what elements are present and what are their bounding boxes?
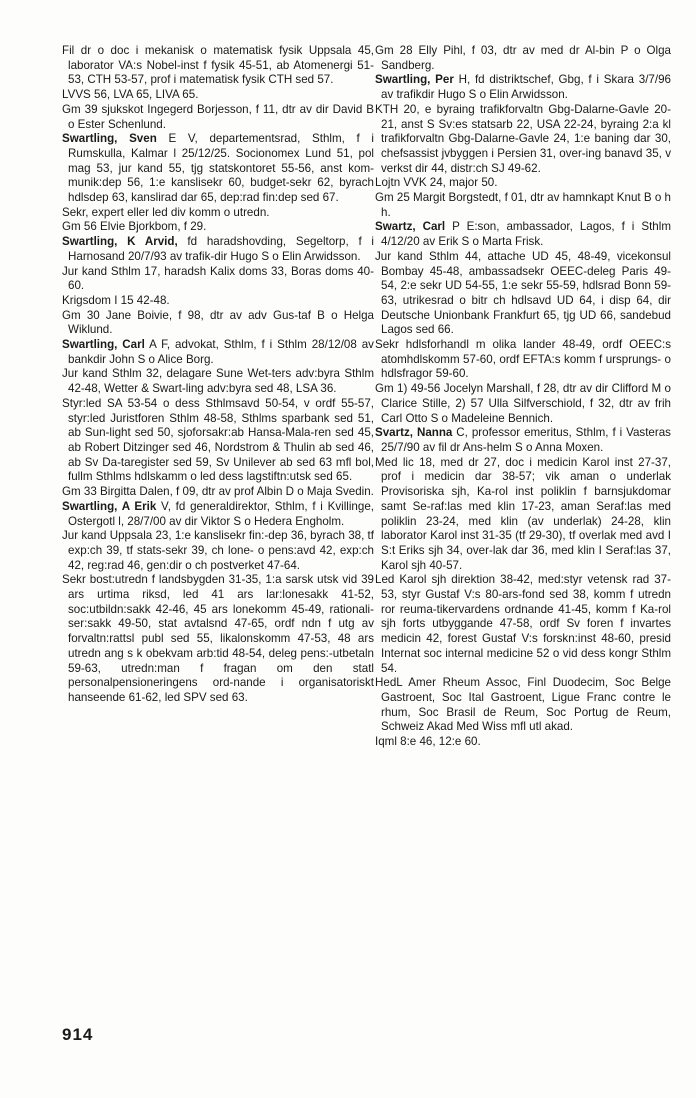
right-entry	[375, 103, 671, 177]
entry-text: Gm 30 Jane Boivie, f 98, dtr av adv Gus-taf B o Helga Wiklund.	[62, 308, 374, 337]
entry-text: Iqml 8:e 46, 12:e 60.	[375, 735, 481, 749]
entry-text: A F, advokat, Sthlm, f i Sthlm 28/12/08 av bankdir John S o Alice Borg.	[68, 338, 374, 366]
left-entry	[62, 309, 374, 338]
right-entry	[375, 338, 671, 382]
left-entry	[62, 397, 374, 485]
entry-text: Gm 33 Birgitta Dalen, f 09, dtr av prof Albin D o Maja Svedin.	[62, 485, 374, 499]
left-entry	[62, 500, 374, 529]
left-entry	[62, 88, 374, 103]
entry-text: C, professor emeritus, Sthlm, f i Vasteras 25/7/90 av fil dr Ans-helm S o Anna Moxen.	[381, 426, 671, 454]
right-entry	[375, 456, 671, 574]
left-column	[62, 44, 374, 706]
entry-text: Gm 39 sjukskot Ingegerd Borjesson, f 11, dtr av dir David B o Ester Schenlund.	[62, 102, 374, 131]
right-entry	[375, 426, 671, 455]
entry-text: Sekr bost:utredn f landsbygden 31-35, 1:a sarsk utsk vid 39 ars urtima riksd, led 41 ars lar:lonesakk 41-52, soc:utbildn:sakk 42-46, 45 ars lonekomm 45-49, rationali-ser:sakk 49-50, stat avtalsnd 47-65, ordf ndn f utg av forvaltn:rattsl publ sed 55, likalonskomm 47-53, 48 ars utredn ang s k obekvam arb:tid 48-54, deleg pens:-utbetaln 59-63, utredn:man f fragan om den statl personalpensioneringens ord-nande i organisatoriskt hanseende 61-62, led SPV sed 63.	[62, 573, 374, 704]
entry-text: Jur kand Sthlm 17, haradsh Kalix doms 33, Boras doms 40-60.	[62, 264, 374, 293]
entry-text: HedL Amer Rheum Assoc, Finl Duodecim, Soc Belge Gastroent, Soc Ital Gastroent, Ligue Franc contre le rhum, Soc Brasil de Reum, Soc Portug de Reum, Schweiz Akad Med Wiss mfl utl akad.	[375, 676, 671, 734]
entry-text: Lojtn VVK 24, major 50.	[375, 176, 498, 190]
entry-text: Fil dr o doc i mekanisk o matematisk fysik Uppsala 45, laborator VA:s Nobel-inst f fysik 45-51, ab Atomenergi 51-53, CTH 53-57, prof i matematisk fysik CTH sed 57.	[62, 44, 374, 87]
left-entry	[62, 294, 374, 309]
entry-text: Sekr, expert eller led div komm o utredn.	[62, 205, 270, 219]
right-entry	[375, 191, 671, 220]
right-entry	[375, 176, 671, 191]
left-entry	[62, 529, 374, 573]
left-entry	[62, 338, 374, 367]
entry-text: Krigsdom I 15 42-48.	[62, 293, 170, 307]
entry-text: Jur kand Sthlm 32, delagare Sune Wet-ters adv:byra Sthlm 42-48, Wetter & Swart-ling adv:byra sed 48, LSA 36.	[62, 367, 374, 396]
entry-text: KTH 20, e byraing trafikforvaltn Gbg-Dalarne-Gavle 20-21, anst S Sv:es statsarb 22, USA 22-24, byraing 2:a kl trafikforvaltn Gbg-Dalarne-Gavle 24, 1:e baning dar 30, chefsassist jvbyggen i Persien 31, over-ing banavd 35, v verkst dir 44, distr:ch SJ 49-62.	[375, 102, 671, 175]
left-entry	[62, 367, 374, 396]
entry-text: Gm 28 Elly Pihl, f 03, dtr av med dr Al-bin P o Olga Sandberg.	[375, 44, 671, 72]
entry-text: Gm 56 Elvie Bjorkbom, f 29.	[62, 220, 207, 234]
entry-name: Swartling, Carl	[62, 338, 145, 352]
left-entry	[62, 573, 374, 705]
entry-text: Styr:led SA 53-54 o dess Sthlmsavd 50-54, v ordf 55-57, styr:led Juristforen Sthlm 48-58, Sthlms sparbank sed 51, ab Sun-light sed 50, sjoforsakr:ab Hansa-Mala-ren sed 45, ab Robert Ditzinger sed 46, Nordstrom & Thulin ab sed 46, ab Sv Da-taregister sed 59, Sv Unilever ab sed 63 mfl bol, fullm Sthlms hdlskamm o led dess lagstiftn:utsk sed 65.	[62, 396, 374, 484]
entry-text: fd haradshovding, Segeltorp, f i Harnosand 20/7/93 av trafik-dir Hugo S o Elin Arwidsson.	[68, 235, 374, 263]
left-entry	[62, 485, 374, 500]
right-entry	[375, 573, 671, 676]
entry-text: P E:son, ambassador, Lagos, f i Sthlm 4/12/20 av Erik S o Marta Frisk.	[381, 220, 671, 249]
entry-name: Swartling, Per	[375, 73, 454, 87]
entry-name: Swartling, K Arvid,	[62, 235, 178, 249]
right-entry	[375, 250, 671, 338]
right-entry	[375, 220, 671, 249]
entry-name: Swartling, Sven	[62, 132, 157, 146]
page-number: 914	[62, 1025, 94, 1044]
right-entry	[375, 73, 671, 102]
entry-text: Gm 25 Margit Borgstedt, f 01, dtr av hamnkapt Knut B o h h.	[375, 191, 671, 219]
entry-text: V, fd generaldirektor, Sthlm, f i Kvillinge, Ostergotl l, 28/7/00 av dir Viktor S o Hedera Engholm.	[68, 499, 374, 528]
right-entry	[375, 735, 671, 750]
left-entry	[62, 206, 374, 221]
entry-text: Med lic 18, med dr 27, doc i medicin Karol inst 27-37, prof i medicin dar 38-57; vik aman o underlak Provisoriska sjh, Ka-rol inst poliklin f barnsjukdomar samt Se-raf:las med klin 17-23, aman Seraf:las med poliklin 23-24, med klin (av underlak) 24-28, klin laborator Karol inst 31-35 (tf 29-30), tf overlak med avd I S:t Eriks sjh 34, over-lak dar 36, med klin I Seraf:las 37, Karol sjh 40-57.	[375, 455, 671, 572]
left-entry	[62, 132, 374, 206]
right-entry	[375, 44, 671, 73]
entry-text: E V, departementsrad, Sthlm, f i Rumskulla, Kalmar l 25/12/25. Socionomex Lund 51, pol mag 53, jur kand 55, tjg statskontoret 55-56, anst kom-munik:dep 56, 1:e kanslisekr 60, budget-sekr 62, byrach hdlsdep 63, kanslirad dar 65, dep:rad fin:dep sed 67.	[68, 132, 374, 205]
entry-text: Jur kand Uppsala 23, 1:e kanslisekr fin:-dep 36, byrach 38, tf exp:ch 39, tf stats-sekr 39, ch lone- o pens:avd 42, exp:ch 42, reg:rad 46, gen:dir o ch postverket 47-64.	[62, 529, 374, 572]
left-entry	[62, 220, 374, 235]
right-column	[375, 44, 671, 750]
entry-name: Swartling, A Erik	[62, 499, 157, 513]
entry-text: Led Karol sjh direktion 38-42, med:styr vetensk rad 37-53, styr Gustaf V:s 80-ars-fond sed 38, komm f utredn ror reuma-tikervardens ordnande 41-45, komm f Ka-rol sjh forts utbyggande 47-58, ordf Sv foren f invartes medicin 42, forest Gustaf V:s forskn:inst 48-60, presid Internat soc internal medicine 52 o vid dess kongr Sthlm 54.	[375, 573, 671, 675]
entry-text: H, fd distriktschef, Gbg, f i Skara 3/7/96 av trafikdir Hugo S o Elin Arwidsson.	[381, 73, 671, 102]
entry-name: Svartz, Nanna	[375, 426, 453, 440]
entry-text: Jur kand Sthlm 44, attache UD 45, 48-49, vicekonsul Bombay 45-48, ambassadsekr OEEC-deleg Paris 49-54, 2:e sekr UD 54-55, 1:e sekr 55-59, hdlsrad Bonn 59-63, utrikesrad o bitr ch hdlsavd UD 64, i disp 64, dir Deutsche Unionbank Frankfurt 65, tjg UD 66, sandebud Lagos sed 66.	[375, 249, 671, 337]
left-entry	[62, 44, 374, 88]
entry-name: Swartz, Carl	[375, 220, 446, 234]
entry-text: Gm 1) 49-56 Jocelyn Marshall, f 28, dtr av dir Clifford M o Clarice Stille, 2) 57 Ulla Silfverschiold, f 32, dtr av frih Carl Otto S o Madeleine Bennich.	[375, 382, 671, 425]
right-entry	[375, 382, 671, 426]
entry-text: Sekr hdlsforhandl m olika lander 48-49, ordf OEEC:s atomhdlskomm 57-60, ordf EFTA:s komm f ursprungs- o hdlsfragor 59-60.	[375, 338, 671, 381]
left-entry	[62, 265, 374, 294]
left-entry	[62, 103, 374, 132]
entry-text: LVVS 56, LVA 65, LIVA 65.	[62, 88, 199, 102]
left-entry	[62, 235, 374, 264]
right-entry	[375, 676, 671, 735]
